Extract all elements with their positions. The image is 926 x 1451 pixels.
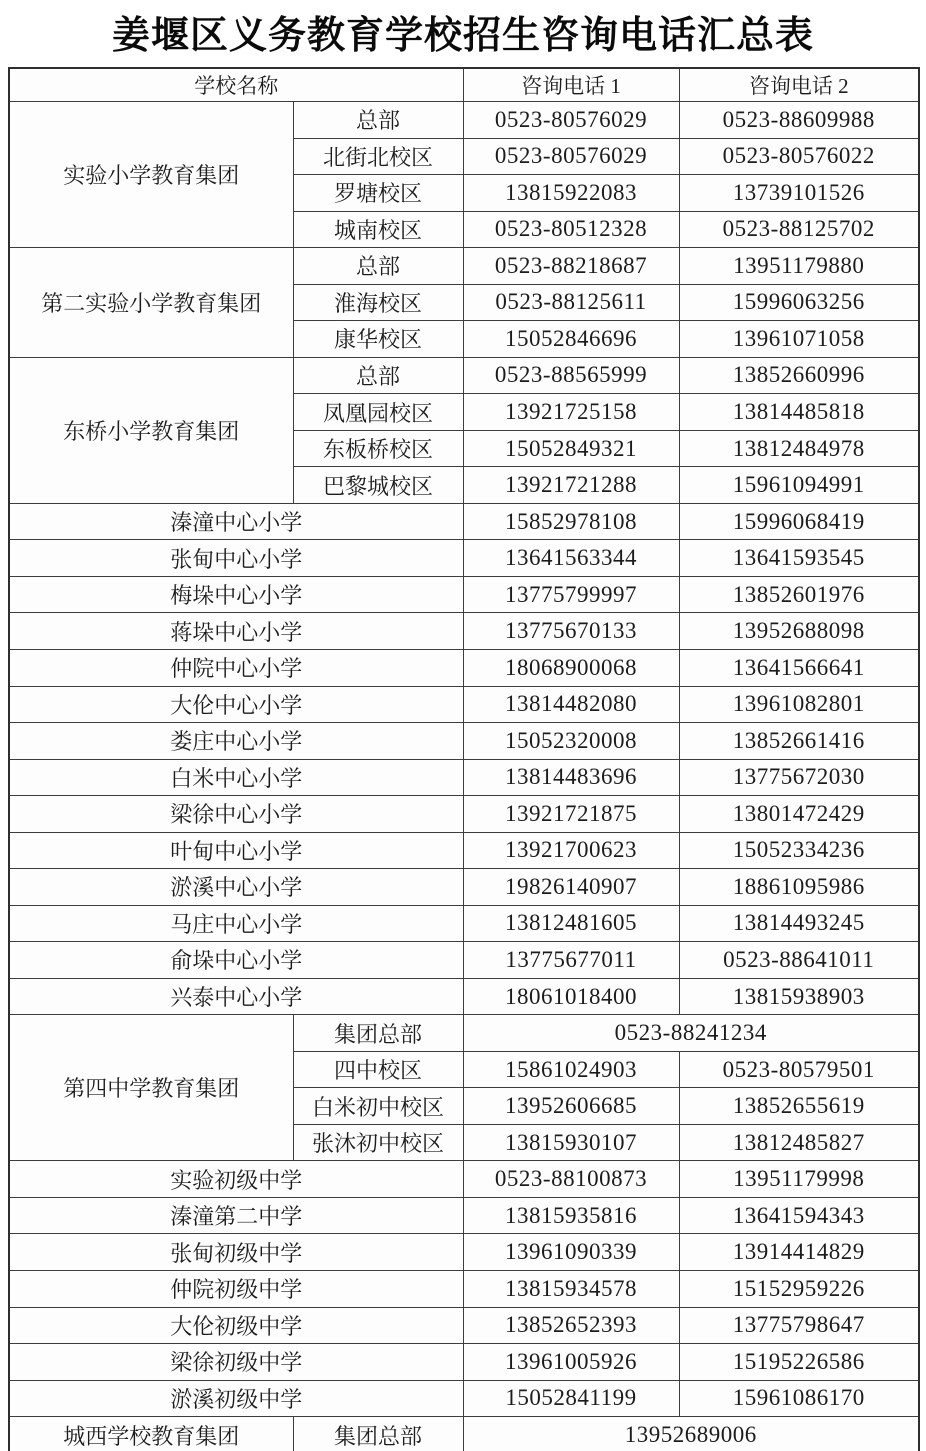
school-name-cell: 大伦初级中学 bbox=[9, 1307, 463, 1344]
table-row bbox=[9, 723, 919, 760]
phone2-cell: 13951179998 bbox=[679, 1161, 919, 1198]
table-row bbox=[9, 540, 919, 577]
phone1-cell: 13775677011 bbox=[463, 942, 679, 979]
campus-cell: 淮海校区 bbox=[293, 284, 463, 321]
phone2-cell: 13914414829 bbox=[679, 1234, 919, 1271]
phone2-cell: 13952688098 bbox=[679, 613, 919, 650]
group-name-cell: 实验小学教育集团 bbox=[9, 102, 293, 248]
phone2-cell: 13852660996 bbox=[679, 357, 919, 394]
header-phone1: 咨询电话 1 bbox=[463, 68, 679, 102]
phone1-cell: 18068900068 bbox=[463, 649, 679, 686]
phone1-cell: 15852978108 bbox=[463, 503, 679, 540]
table-row bbox=[9, 1234, 919, 1271]
phone2-cell: 15996063256 bbox=[679, 284, 919, 321]
phone2-cell: 13815938903 bbox=[679, 978, 919, 1015]
phone2-cell: 15152959226 bbox=[679, 1271, 919, 1308]
campus-cell: 四中校区 bbox=[293, 1051, 463, 1088]
phone2-cell: 13961082801 bbox=[679, 686, 919, 723]
campus-cell: 集团总部 bbox=[293, 1417, 463, 1451]
phone1-cell: 13921721288 bbox=[463, 467, 679, 504]
campus-cell: 东板桥校区 bbox=[293, 430, 463, 467]
school-name-cell: 蒋垛中心小学 bbox=[9, 613, 463, 650]
table-row bbox=[9, 613, 919, 650]
header-phone2: 咨询电话 2 bbox=[679, 68, 919, 102]
phone2-cell: 13814493245 bbox=[679, 905, 919, 942]
school-name-cell: 仲院初级中学 bbox=[9, 1271, 463, 1308]
phone2-cell: 13852655619 bbox=[679, 1088, 919, 1125]
phone2-cell: 18861095986 bbox=[679, 869, 919, 906]
phone-span-cell: 13952689006 bbox=[463, 1417, 919, 1451]
school-name-cell: 梁徐中心小学 bbox=[9, 796, 463, 833]
phone1-cell: 13815935816 bbox=[463, 1197, 679, 1234]
campus-cell: 总部 bbox=[293, 248, 463, 285]
group-name-cell: 城西学校教育集团 bbox=[9, 1417, 293, 1451]
phone1-cell: 0523-80576029 bbox=[463, 102, 679, 139]
campus-cell: 巴黎城校区 bbox=[293, 467, 463, 504]
table-row bbox=[9, 1307, 919, 1344]
phone1-cell: 13921721875 bbox=[463, 796, 679, 833]
phone2-cell: 0523-88125702 bbox=[679, 211, 919, 248]
table-row bbox=[9, 649, 919, 686]
table-row bbox=[9, 686, 919, 723]
phone2-cell: 13641593545 bbox=[679, 540, 919, 577]
table-row bbox=[9, 978, 919, 1015]
table-header bbox=[9, 68, 919, 102]
school-name-cell: 兴泰中心小学 bbox=[9, 978, 463, 1015]
phone2-cell: 0523-88609988 bbox=[679, 102, 919, 139]
table-row bbox=[9, 1197, 919, 1234]
table-row bbox=[9, 905, 919, 942]
campus-cell: 康华校区 bbox=[293, 321, 463, 358]
phone2-cell: 15961086170 bbox=[679, 1380, 919, 1417]
campus-cell: 北街北校区 bbox=[293, 138, 463, 175]
school-name-cell: 娄庄中心小学 bbox=[9, 723, 463, 760]
phone2-cell: 13812484978 bbox=[679, 430, 919, 467]
school-name-cell: 张甸中心小学 bbox=[9, 540, 463, 577]
phone1-cell: 0523-88218687 bbox=[463, 248, 679, 285]
phone2-cell: 15961094991 bbox=[679, 467, 919, 504]
table-row bbox=[9, 1161, 919, 1198]
school-name-cell: 淤溪初级中学 bbox=[9, 1380, 463, 1417]
phone1-cell: 0523-88100873 bbox=[463, 1161, 679, 1198]
phone1-cell: 13815934578 bbox=[463, 1271, 679, 1308]
table-row bbox=[9, 796, 919, 833]
page-title: 姜堰区义务教育学校招生咨询电话汇总表 bbox=[111, 15, 814, 57]
table-row bbox=[9, 357, 919, 394]
phone1-cell: 13815922083 bbox=[463, 175, 679, 212]
table-row bbox=[9, 1271, 919, 1308]
school-name-cell: 实验初级中学 bbox=[9, 1161, 463, 1198]
phone2-cell: 15052334236 bbox=[679, 832, 919, 869]
school-name-cell: 淤溪中心小学 bbox=[9, 869, 463, 906]
table-row bbox=[9, 1380, 919, 1417]
phone1-cell: 15861024903 bbox=[463, 1051, 679, 1088]
phone1-cell: 19826140907 bbox=[463, 869, 679, 906]
table-row bbox=[9, 248, 919, 285]
school-name-cell: 溱潼第二中学 bbox=[9, 1197, 463, 1234]
phone2-cell: 15195226586 bbox=[679, 1344, 919, 1381]
table-row bbox=[9, 832, 919, 869]
phone1-cell: 15052849321 bbox=[463, 430, 679, 467]
phone1-cell: 0523-80576029 bbox=[463, 138, 679, 175]
phone2-cell: 13852661416 bbox=[679, 723, 919, 760]
phone1-cell: 13815930107 bbox=[463, 1124, 679, 1161]
phone2-cell: 13812485827 bbox=[679, 1124, 919, 1161]
campus-cell: 集团总部 bbox=[293, 1015, 463, 1052]
phone-table bbox=[8, 67, 920, 1451]
phone2-cell: 13641594343 bbox=[679, 1197, 919, 1234]
school-name-cell: 大伦中心小学 bbox=[9, 686, 463, 723]
phone2-cell: 0523-80579501 bbox=[679, 1051, 919, 1088]
phone1-cell: 13921725158 bbox=[463, 394, 679, 431]
school-name-cell: 溱潼中心小学 bbox=[9, 503, 463, 540]
school-name-cell: 梁徐初级中学 bbox=[9, 1344, 463, 1381]
phone2-cell: 0523-88641011 bbox=[679, 942, 919, 979]
phone-span-cell: 0523-88241234 bbox=[463, 1015, 919, 1052]
school-name-cell: 仲院中心小学 bbox=[9, 649, 463, 686]
campus-cell: 总部 bbox=[293, 102, 463, 139]
campus-cell: 总部 bbox=[293, 357, 463, 394]
table-body bbox=[9, 102, 919, 1451]
phone2-cell: 13641566641 bbox=[679, 649, 919, 686]
phone1-cell: 15052846696 bbox=[463, 321, 679, 358]
school-name-cell: 马庄中心小学 bbox=[9, 905, 463, 942]
phone1-cell: 13812481605 bbox=[463, 905, 679, 942]
phone2-cell: 13775798647 bbox=[679, 1307, 919, 1344]
campus-cell: 白米初中校区 bbox=[293, 1088, 463, 1125]
phone1-cell: 13952606685 bbox=[463, 1088, 679, 1125]
header-school-name: 学校名称 bbox=[9, 68, 463, 102]
phone2-cell: 0523-80576022 bbox=[679, 138, 919, 175]
campus-cell: 张沐初中校区 bbox=[293, 1124, 463, 1161]
phone2-cell: 13951179880 bbox=[679, 248, 919, 285]
phone1-cell: 13961090339 bbox=[463, 1234, 679, 1271]
phone1-cell: 13641563344 bbox=[463, 540, 679, 577]
phone2-cell: 13852601976 bbox=[679, 576, 919, 613]
table-row bbox=[9, 1417, 919, 1451]
phone2-cell: 15996068419 bbox=[679, 503, 919, 540]
school-name-cell: 叶甸中心小学 bbox=[9, 832, 463, 869]
phone1-cell: 15052841199 bbox=[463, 1380, 679, 1417]
table-row bbox=[9, 942, 919, 979]
phone1-cell: 13921700623 bbox=[463, 832, 679, 869]
school-name-cell: 白米中心小学 bbox=[9, 759, 463, 796]
phone1-cell: 13814483696 bbox=[463, 759, 679, 796]
phone2-cell: 13739101526 bbox=[679, 175, 919, 212]
group-name-cell: 第二实验小学教育集团 bbox=[9, 248, 293, 358]
table-row bbox=[9, 102, 919, 139]
phone1-cell: 13852652393 bbox=[463, 1307, 679, 1344]
group-name-cell: 东桥小学教育集团 bbox=[9, 357, 293, 503]
campus-cell: 罗塘校区 bbox=[293, 175, 463, 212]
phone1-cell: 18061018400 bbox=[463, 978, 679, 1015]
table-row bbox=[9, 1015, 919, 1052]
phone2-cell: 13775672030 bbox=[679, 759, 919, 796]
campus-cell: 凤凰园校区 bbox=[293, 394, 463, 431]
phone1-cell: 0523-80512328 bbox=[463, 211, 679, 248]
school-name-cell: 梅垛中心小学 bbox=[9, 576, 463, 613]
campus-cell: 城南校区 bbox=[293, 211, 463, 248]
phone1-cell: 13961005926 bbox=[463, 1344, 679, 1381]
phone2-cell: 13814485818 bbox=[679, 394, 919, 431]
phone1-cell: 13775670133 bbox=[463, 613, 679, 650]
phone2-cell: 13801472429 bbox=[679, 796, 919, 833]
table-row bbox=[9, 1344, 919, 1381]
table-row bbox=[9, 503, 919, 540]
phone1-cell: 0523-88125611 bbox=[463, 284, 679, 321]
phone1-cell: 13814482080 bbox=[463, 686, 679, 723]
school-name-cell: 张甸初级中学 bbox=[9, 1234, 463, 1271]
table-row bbox=[9, 576, 919, 613]
group-name-cell: 第四中学教育集团 bbox=[9, 1015, 293, 1161]
school-name-cell: 俞垛中心小学 bbox=[9, 942, 463, 979]
table-row bbox=[9, 869, 919, 906]
table-row bbox=[9, 759, 919, 796]
phone1-cell: 13775799997 bbox=[463, 576, 679, 613]
header-row bbox=[9, 68, 919, 102]
phone1-cell: 0523-88565999 bbox=[463, 357, 679, 394]
phone1-cell: 15052320008 bbox=[463, 723, 679, 760]
phone2-cell: 13961071058 bbox=[679, 321, 919, 358]
